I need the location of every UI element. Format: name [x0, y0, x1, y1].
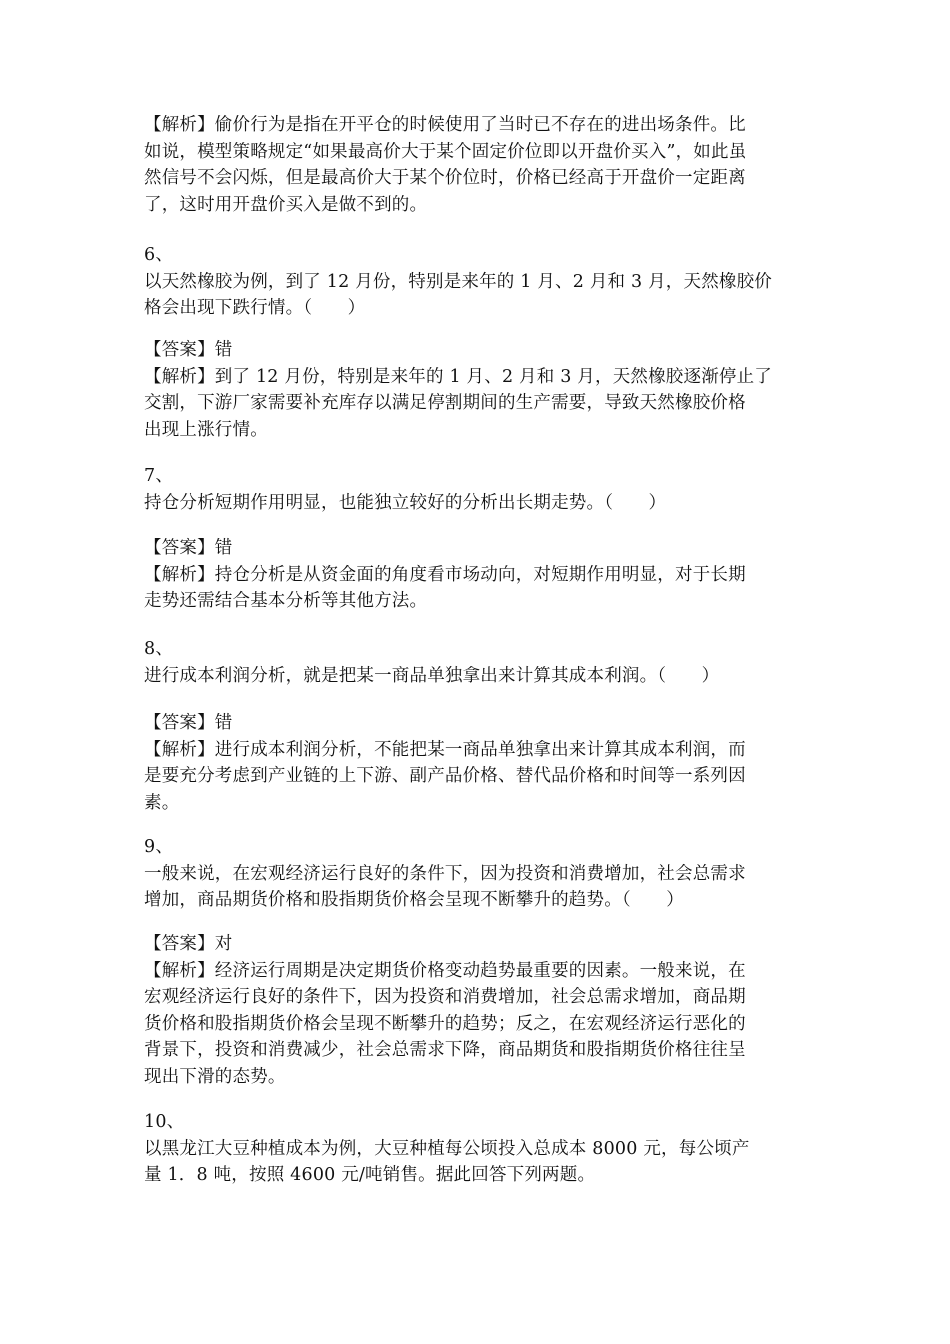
answer-line: 【答案】错 — [144, 538, 233, 558]
analysis-line: 货价格和股指期货价格会呈现不断攀升的趋势；反之，在宏观经济运行恶化的 — [144, 1013, 746, 1034]
question-text-line: 格会出现下跌行情。（ ） — [144, 298, 366, 318]
analysis-line: 是要充分考虑到产业链的上下游、副产品价格、替代品价格和时间等一系列因 — [144, 766, 746, 786]
analysis-line: 【解析】进行成本利润分析，不能把某一商品单独拿出来计算其成本利润，而 — [144, 739, 746, 760]
analysis-line: 然信号不会闪烁，但是最高价大于某个价位时，价格已经高于开盘价一定距离 — [144, 168, 746, 188]
question-text-line: 以天然橡胶为例，到了 12 月份，特别是来年的 1 月、2 月和 3 月，天然橡胶价 — [144, 271, 773, 292]
question-9 — [144, 834, 812, 914]
analysis-line: 【解析】经济运行周期是决定期货价格变动趋势最重要的因素。一般来说，在 — [144, 960, 746, 981]
question-text-line: 量 1．8 吨，按照 4600 元/吨销售。据此回答下列两题。 — [144, 1165, 596, 1185]
analysis-line: 了，这时用开盘价买入是做不到的。 — [144, 194, 428, 215]
question-7 — [144, 463, 812, 516]
analysis-line: 走势还需结合基本分析等其他方法。 — [144, 591, 428, 611]
analysis-line: 如说，模型策略规定“如果最高价大于某个固定价位即以开盘价买入”，如此虽 — [144, 141, 747, 162]
question-number: 8、 — [144, 639, 174, 659]
question-text-line: 增加，商品期货价格和股指期货价格会呈现不断攀升的趋势。（ ） — [144, 890, 684, 910]
analysis-line: 背景下，投资和消费减少，社会总需求下降，商品期货和股指期货价格往往呈 — [144, 1040, 746, 1060]
analysis-line: 【解析】持仓分析是从资金面的角度看市场动向，对短期作用明显，对于长期 — [144, 564, 746, 585]
question-text-line: 进行成本利润分析，就是把某一商品单独拿出来计算其成本利润。（ ） — [144, 665, 720, 686]
analysis-line: 宏观经济运行良好的条件下，因为投资和消费增加，社会总需求增加，商品期 — [144, 987, 746, 1007]
question-number: 6、 — [144, 245, 174, 265]
analysis-line: 交割，下游厂家需要补充库存以满足停割期间的生产需要，导致天然橡胶价格 — [144, 393, 746, 413]
analysis-line: 【解析】到了 12 月份，特别是来年的 1 月、2 月和 3 月，天然橡胶逐渐停止了 — [144, 366, 773, 387]
question-8-answer — [144, 710, 812, 816]
analysis-line: 素。 — [144, 792, 180, 813]
analysis-line: 【解析】偷价行为是指在开平仓的时候使用了当时已不存在的进出场条件。比 — [144, 115, 746, 135]
answer-line: 【答案】对 — [144, 934, 233, 954]
answer-line: 【答案】错 — [144, 713, 233, 733]
intro-analysis — [144, 112, 812, 218]
analysis-line: 现出下滑的态势。 — [144, 1066, 286, 1087]
question-number: 9、 — [144, 837, 174, 857]
question-text-line: 一般来说，在宏观经济运行良好的条件下，因为投资和消费增加，社会总需求 — [144, 863, 746, 884]
question-9-answer — [144, 931, 812, 1090]
question-8 — [144, 636, 812, 689]
question-number: 7、 — [144, 466, 174, 486]
question-number: 10、 — [144, 1112, 185, 1132]
question-10 — [144, 1109, 812, 1189]
question-text-line: 持仓分析短期作用明显，也能独立较好的分析出长期走势。（ ） — [144, 492, 667, 513]
analysis-line: 出现上涨行情。 — [144, 419, 268, 440]
question-6-answer — [144, 337, 812, 443]
answer-line: 【答案】错 — [144, 340, 233, 360]
question-text-line: 以黑龙江大豆种植成本为例，大豆种植每公顷投入总成本 8000 元，每公顷产 — [144, 1138, 750, 1159]
question-7-answer — [144, 535, 812, 615]
question-6 — [144, 242, 812, 322]
